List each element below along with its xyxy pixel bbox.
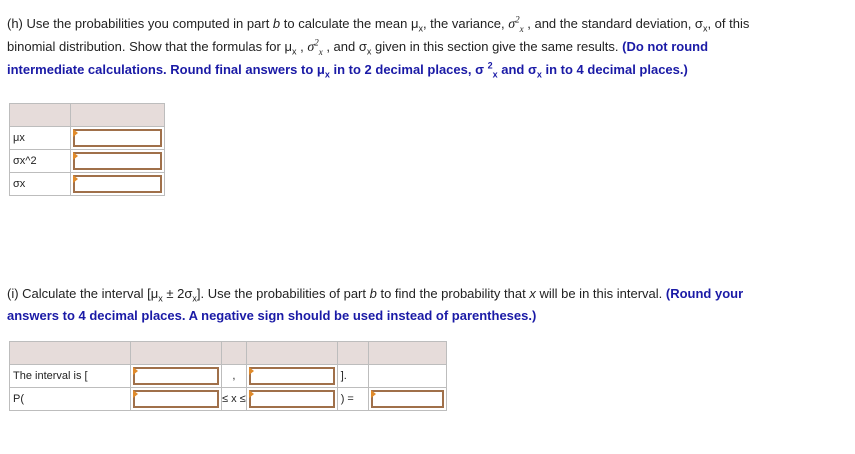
- interval-lower-input[interactable]: [133, 367, 219, 385]
- inequality-symbol: ≤ x ≤: [222, 388, 247, 411]
- rounding-instructions: intermediate calculations. Round final answers to $\mu_x$ in to 2 decimal places, σ $^2_x$ and $\sigma_x$ in to 4 decimal places.): [7, 60, 688, 80]
- row-label: σx^2: [10, 150, 71, 173]
- probability-answer-input[interactable]: [371, 390, 444, 408]
- equals-symbol: ) =: [337, 388, 368, 411]
- interval-close: ].: [337, 365, 368, 388]
- interval-upper-input[interactable]: [249, 367, 335, 385]
- interval-label: The interval is [: [10, 365, 131, 388]
- mean-input[interactable]: [73, 129, 162, 147]
- part-h-instructions: (h) Use the probabilities you computed in part b to calculate the mean $\mu_x$, the variance, $\sigma^2_x$ , and the standard deviation, $\sigma_x$, of this binomial distribution. Show that the formulas for $\mu_x$ , $\sigma^2_x$ , and $\sigma_x$ given in this section give the same results. (Do not round intermediate calculations. Round final answers to $\mu_x$ in to 2 decimal places, σ $^2_x$ and $\sigma_x$ in to 4 decimal places.): [7, 14, 750, 80]
- probability-lower-input[interactable]: [133, 390, 219, 408]
- row-label: μx: [10, 127, 71, 150]
- table-row: [10, 127, 165, 150]
- std-dev-input[interactable]: [73, 175, 162, 193]
- answer-table-h: [9, 103, 165, 196]
- table-row: [10, 150, 165, 173]
- table-row: [10, 388, 447, 411]
- variance-symbol: $\sigma^2_x$: [508, 14, 524, 34]
- table-row: [10, 365, 447, 388]
- row-label: σx: [10, 173, 71, 196]
- probability-label: P(: [10, 388, 131, 411]
- answer-table-i: [9, 341, 447, 411]
- variance-symbol: $\sigma^2_x$: [307, 37, 323, 57]
- probability-upper-input[interactable]: [249, 390, 335, 408]
- variance-input[interactable]: [73, 152, 162, 170]
- part-i-instructions: (i) Calculate the interval $[\mu_x \pm 2\sigma_x]$. Use the probabilities of part b to find the probability that x will be in this interval. (Round your answers to 4 decimal places. A negative sign should be used instead of parentheses.): [7, 286, 744, 323]
- table-header: [10, 104, 165, 127]
- table-header: [10, 342, 447, 365]
- comma-separator: ,: [222, 365, 247, 388]
- table-row: [10, 173, 165, 196]
